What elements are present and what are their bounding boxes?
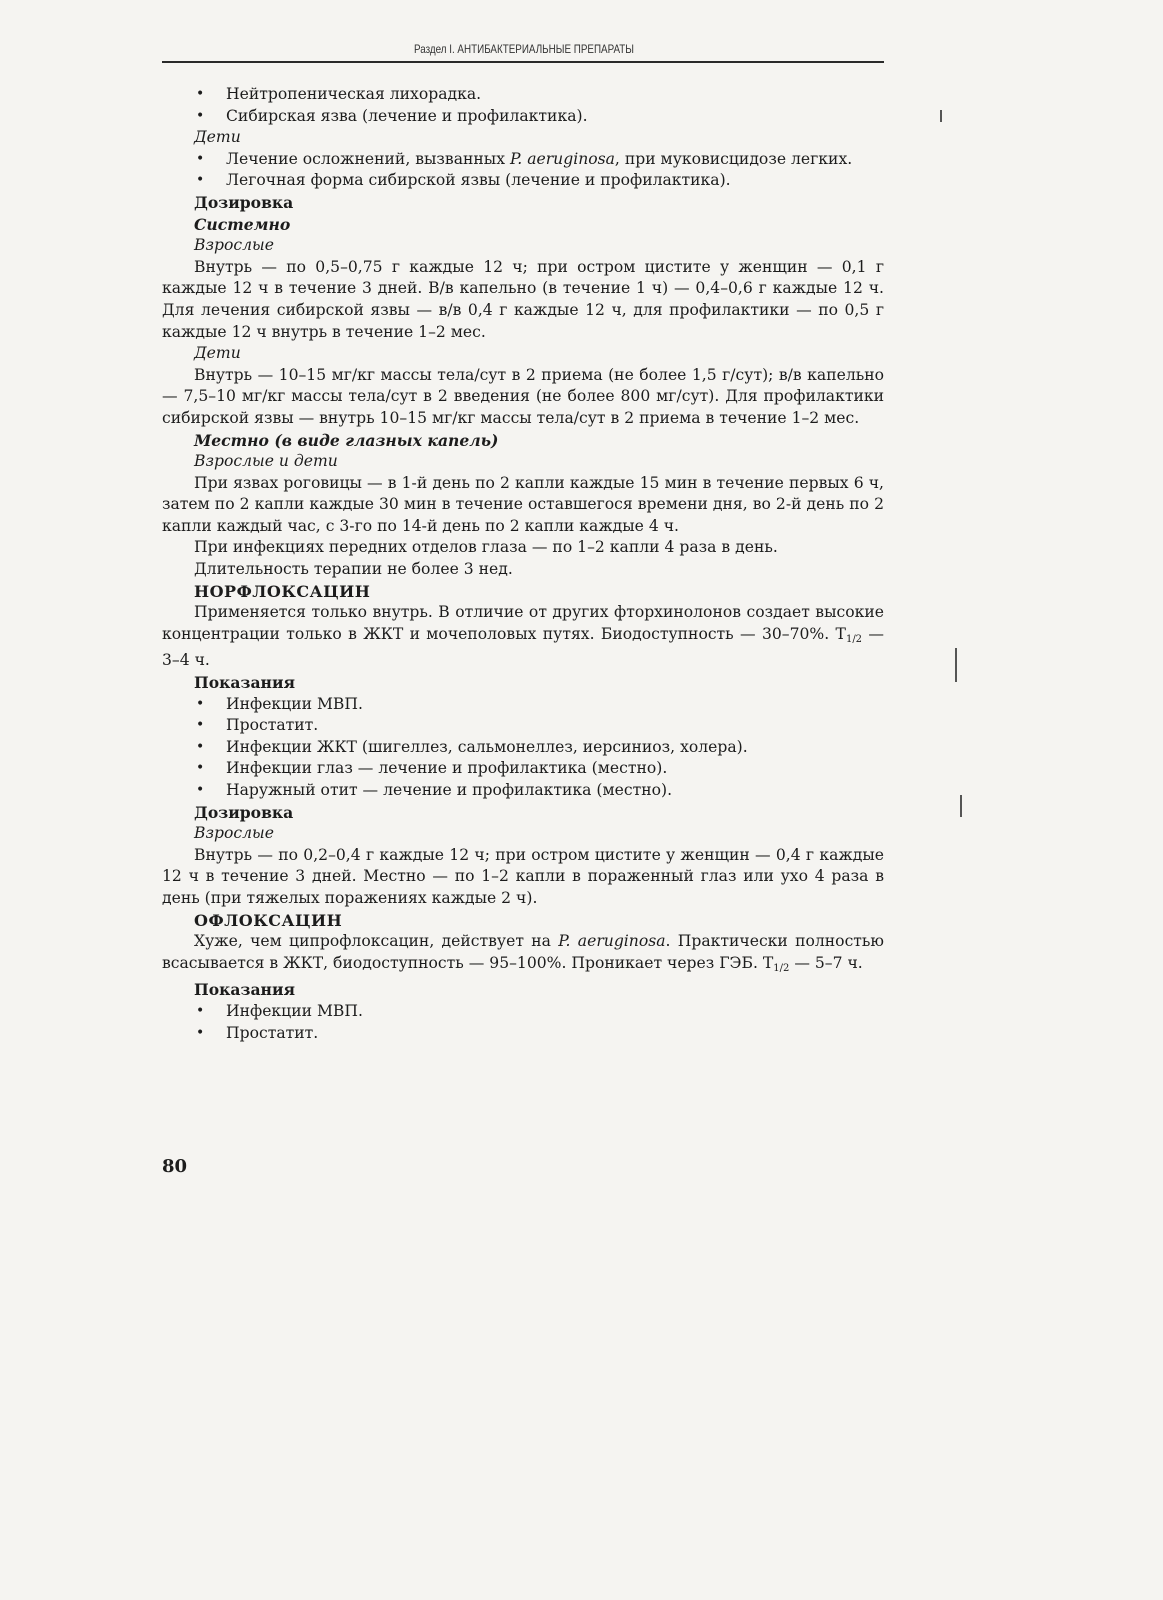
list-item: • Простатит.	[162, 1023, 884, 1045]
ofloxacin-intro	[162, 931, 884, 979]
children-dosage-label: Дети	[194, 344, 241, 363]
norfloxacin-title: НОРФЛОКСАЦИН	[194, 581, 371, 601]
list-item: • Простатит.	[162, 715, 884, 737]
norfloxacin-dosage-heading: Дозировка	[194, 802, 294, 822]
local-group-label: Взрослые и дети	[194, 452, 338, 471]
dosage-heading: Дозировка	[194, 192, 294, 212]
ofloxacin-indications-heading: Показания	[194, 980, 296, 1000]
list-item	[162, 149, 884, 171]
children-dosage-text: Внутрь — 10–15 мг/кг массы тела/сут в 2 приема (не более 1,5 г/сут); в/в капельно — 7,5–10 мг/кг массы тела/сут в 2 введения (не более 800 мг/сут). Для профилактики сибирской язвы — внутрь 10–15 мг/кг массы тела/сут в 2 приема в течение 1–2 мес.	[162, 365, 884, 427]
text-run: Хуже, чем ципрофлоксацин, действует на	[194, 932, 559, 951]
children-label: Дети	[194, 128, 241, 147]
systemic-heading: Системно	[194, 214, 291, 234]
organism-name: P. aeruginosa	[558, 932, 666, 951]
norfloxacin-indications-list	[162, 694, 884, 802]
running-header: Раздел I. АНТИБАКТЕРИАЛЬНЫЕ ПРЕПАРАТЫ	[413, 42, 635, 56]
adults-label: Взрослые	[194, 236, 274, 255]
list-item: • Сибирская язва (лечение и профилактика).	[162, 106, 884, 128]
list-item: • Наружный отит — лечение и профилактика (местно).	[162, 780, 884, 802]
organism-name: P. aeruginosa	[509, 149, 615, 168]
list-item: • Нейтропеническая лихорадка.	[162, 84, 884, 106]
margin-artifact	[940, 110, 942, 122]
page-content	[162, 84, 884, 1044]
local-heading: Местно (в виде глазных капель)	[194, 430, 499, 450]
margin-artifact	[955, 648, 957, 682]
norfloxacin-intro	[162, 602, 884, 672]
adults-dosage-text: Внутрь — по 0,5–0,75 г каждые 12 ч; при остром цистите у женщин — 0,1 г каждые 12 ч в течение 3 дней. В/в капельно (в течение 1 ч) — 0,4–0,6 г каждые 12 ч. Для лечения сибирской язвы — в/в 0,4 г каждые 12 ч, для профилактики — по 0,5 г каждые 12 ч внутрь в течение 1–2 мес.	[162, 257, 884, 341]
list-item: • Инфекции МВП.	[162, 1001, 884, 1023]
text-run: — 3–4 ч.	[162, 624, 884, 670]
children-bullet-list	[162, 149, 884, 192]
text-run: , при муковисцидозе легких.	[614, 149, 853, 168]
top-bullet-list	[162, 84, 884, 127]
page-number: 80	[162, 1156, 188, 1177]
text-run: — 5–7 ч.	[789, 953, 863, 972]
local-text-2: При инфекциях передних отделов глаза — по 1–2 капли 4 раза в день.	[194, 538, 778, 557]
local-text-1: При язвах роговицы — в 1-й день по 2 капли каждые 15 мин в течение первых 6 ч, затем по 2 капли каждые 30 мин в течение оставшегося времени дня, во 2-й день по 2 капли каждый час, с 3-го по 14-й день по 2 капли каждые 4 ч.	[162, 473, 884, 535]
text-run: . Практически полностью всасывается в ЖКТ, биодоступность — 95–100%. Проникает через ГЭБ. T	[162, 932, 884, 972]
header-rule	[162, 61, 884, 63]
norfloxacin-adults-label: Взрослые	[194, 824, 274, 843]
text-run: Применяется только внутрь. В отличие от других фторхинолонов создает высокие концентрации только в ЖКТ и мочеполовых путях. Биодоступность — 30–70%. T	[162, 603, 884, 643]
ofloxacin-title: ОФЛОКСАЦИН	[194, 910, 343, 930]
list-item: • Инфекции глаз — лечение и профилактика (местно).	[162, 758, 884, 780]
local-text-3: Длительность терапии не более 3 нед.	[194, 560, 513, 579]
list-item: • Инфекции ЖКТ (шигеллез, сальмонеллез, иерсиниоз, холера).	[162, 737, 884, 759]
text-run: Лечение осложнений, вызванных	[226, 149, 510, 168]
ofloxacin-indications-list	[162, 1001, 884, 1044]
list-item: • Инфекции МВП.	[162, 694, 884, 716]
norfloxacin-indications-heading: Показания	[194, 673, 296, 693]
list-item	[162, 170, 884, 192]
margin-artifact	[960, 795, 962, 817]
half-life-subscript: 1/2	[845, 633, 863, 645]
text-run: Легочная форма сибирской язвы (лечение и профилактика).	[226, 171, 731, 190]
norfloxacin-dosage-text: Внутрь — по 0,2–0,4 г каждые 12 ч; при остром цистите у женщин — 0,4 г каждые 12 ч в течение 3 дней. Местно — по 1–2 капли в пораженный глаз или ухо 4 раза в день (при тяжелых поражениях каждые 2 ч).	[162, 845, 884, 907]
half-life-subscript: 1/2	[773, 962, 790, 974]
